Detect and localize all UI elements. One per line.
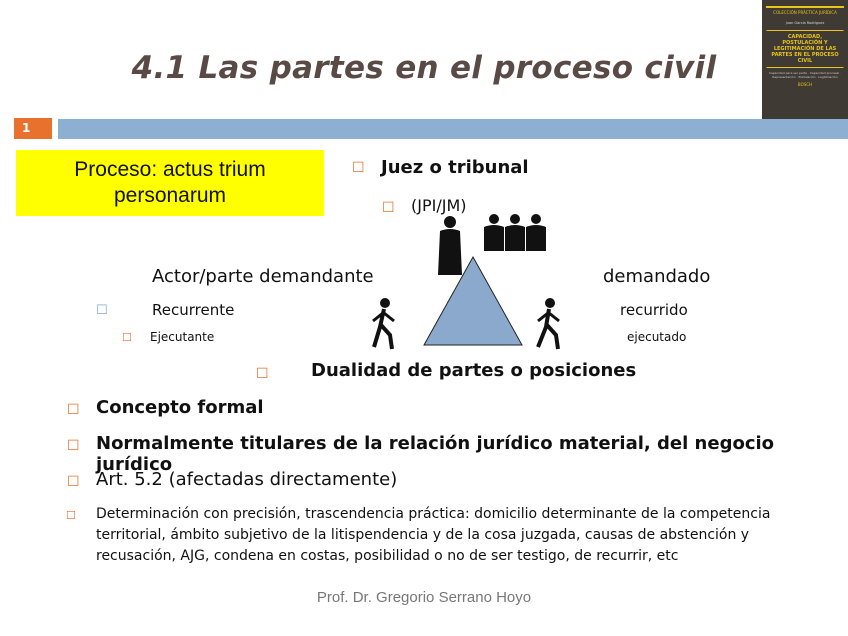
defendant-heading: demandado — [603, 266, 711, 287]
judge-figure-icon — [438, 216, 462, 275]
highlight-line-2: personarum — [113, 184, 227, 207]
square-bullet-icon: ☐ — [382, 200, 395, 216]
determination-line-2: territorial, ámbito subjetivo de la litispendencia y de la cosa juzgada, causas de abstención y — [96, 527, 750, 543]
book-list: Capacidad para ser parte · Capacidad procesal · Representación · Postulación · Legitimación — [768, 71, 842, 79]
square-bullet-icon: ☐ — [67, 474, 80, 490]
judge-heading: Juez o tribunal — [381, 157, 529, 178]
square-bullet-icon: ☐ — [122, 331, 132, 344]
slide-number: 1 — [14, 118, 52, 139]
determination-line-3: recusación, AJG, condena en costas, posibilidad o no de ser testigo, de recurrir, etc — [96, 548, 679, 564]
determination-line-1: Determinación con precisión, trascendencia práctica: domicilio determinante de la competencia — [96, 506, 771, 522]
book-author: Juan García Rodríguez — [785, 21, 825, 25]
footer-author: Prof. Dr. Gregorio Serrano Hoyo — [316, 589, 532, 606]
book-series: COLECCIÓN PRÁCTICA JURÍDICA — [773, 10, 837, 15]
defendant-sub-2: ejecutado — [627, 330, 687, 344]
judge-sub: (JPI/JM) — [411, 196, 467, 215]
actor-sub-2: Ejecutante — [150, 330, 215, 344]
defendant-sub-1: recurrido — [620, 301, 688, 319]
book-title: CAPACIDAD, POSTULACIÓN Y LEGITIMACIÓN DE LAS PARTES EN EL PROCESO CIVIL — [766, 30, 844, 68]
square-bullet-icon: ☐ — [67, 438, 80, 454]
walking-person-right-icon — [538, 298, 559, 349]
square-bullet-icon: ☐ — [67, 402, 80, 418]
square-bullet-icon: ☐ — [352, 160, 365, 176]
header-bar — [58, 119, 848, 139]
determination-paragraph — [96, 504, 770, 567]
highlight-box — [16, 150, 324, 216]
highlight-line-1: Proceso: actus trium — [74, 158, 266, 181]
point-3: Art. 5.2 (afectadas directamente) — [96, 469, 398, 490]
parties-diagram — [360, 205, 570, 355]
square-bullet-icon: ☐ — [256, 366, 269, 382]
tribunal-figures-icon — [484, 214, 546, 251]
square-bullet-icon: ☐ — [66, 509, 76, 522]
actor-sub-1: Recurrente — [152, 301, 235, 319]
slide-title: 4.1 Las partes en el proceso civil — [131, 50, 717, 86]
square-bullet-icon: ☐ — [96, 303, 108, 318]
duality-heading: Dualidad de partes o posiciones — [311, 360, 637, 381]
point-1: Concepto formal — [96, 397, 264, 418]
point-2: Normalmente titulares de la relación jurídico material, del negocio jurídico — [96, 433, 775, 475]
book-publisher: BOSCH — [797, 82, 813, 87]
book-cover-image — [762, 0, 848, 126]
walking-person-left-icon — [373, 298, 394, 349]
actor-heading: Actor/parte demandante — [152, 266, 374, 287]
